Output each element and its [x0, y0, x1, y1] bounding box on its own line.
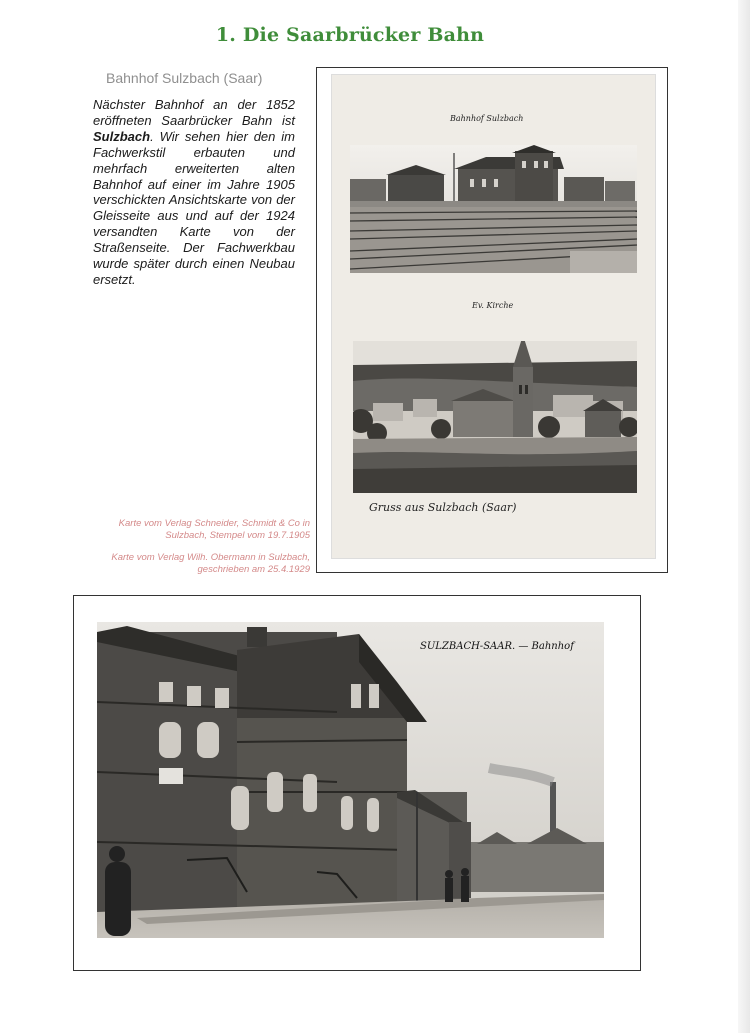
- description-part1: Nächster Bahnhof an der 1852 eröffneten Saarbrücker Bahn ist: [93, 97, 295, 128]
- description-bold: Sulzbach: [93, 128, 151, 144]
- postcard1: [332, 75, 655, 558]
- postcard1-greeting: Gruss aus Sulzbach (Saar): [369, 501, 517, 514]
- description-part2: . Wir sehen hier den im Fachwerkstil erbauten und mehrfach erweiterten alten Bahnhof auf einer im Jahre 1905 verschickten Ansichtskarte von der Gleisseite aus und auf der 1924 versandten Karte von der Straßenseite. Der Fachwerkbau wurde später durch einen Neubau ersetzt.: [93, 128, 295, 287]
- postcard2: [97, 622, 604, 938]
- postcard2-label: SULZBACH-SAAR. — Bahnhof: [420, 641, 574, 652]
- page-title: 1. Die Saarbrücker Bahn: [215, 24, 485, 46]
- caption-card2: Karte vom Verlag Wilh. Obermann in Sulzbach, geschrieben am 25.4.1929: [111, 552, 310, 575]
- station-photo: [350, 145, 637, 273]
- caption-card1: Karte vom Verlag Schneider, Schmidt & Co in Sulzbach, Stempel vom 19.7.1905: [118, 518, 310, 541]
- station-street-photo: [97, 622, 604, 938]
- page-edge: [738, 0, 750, 1033]
- station-heading: Bahnhof Sulzbach (Saar): [106, 70, 263, 86]
- postcard1-middle-label: Ev. Kirche: [472, 301, 514, 310]
- description-text: [93, 97, 295, 288]
- postcard1-top-label: Bahnhof Sulzbach: [450, 114, 524, 123]
- church-photo: [353, 341, 637, 493]
